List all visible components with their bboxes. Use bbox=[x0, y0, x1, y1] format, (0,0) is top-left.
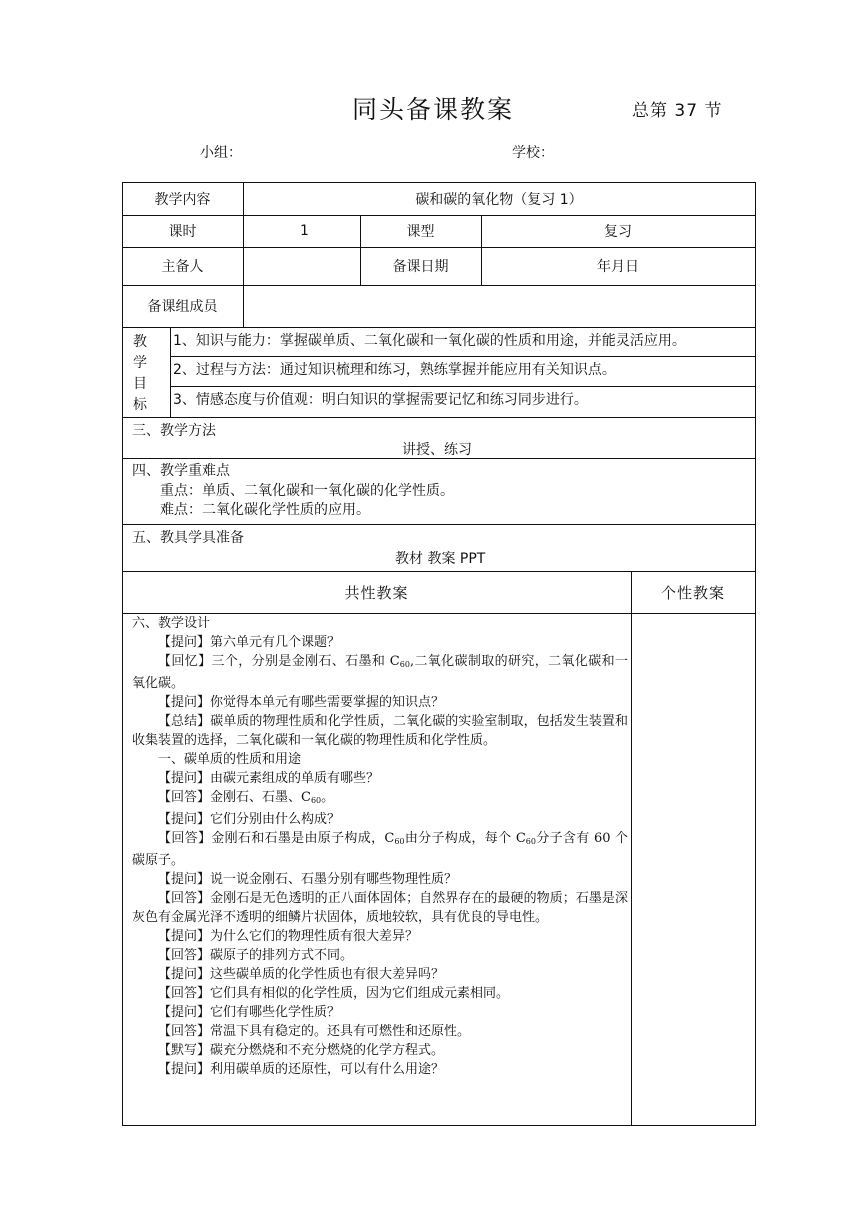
objective-knowledge: 1、知识与能力：掌握碳单质、二氧化碳和一氧化碳的性质和用途，并能灵活应用。 bbox=[173, 333, 686, 349]
column-divider bbox=[631, 571, 632, 1125]
lesson-plan-table bbox=[122, 182, 756, 1126]
design-paragraph: 【回答】金刚石、石墨、$C_{60}$。 bbox=[158, 790, 335, 805]
objectives-label: 教 学 目 标 bbox=[133, 334, 147, 413]
design-paragraph: 【回答】碳原子的排列方式不同。 bbox=[158, 948, 354, 963]
design-paragraph: 【回忆】三个，分别是金刚石、石墨和 $C_{60}$,二氧化碳制取的研究，二氧化碳和一氧化碳。 bbox=[132, 654, 628, 691]
difficult-point: 难点：二氧化碳化学性质的应用。 bbox=[160, 502, 370, 518]
content-value: 碳和碳的氧化物（复习 1） bbox=[415, 191, 583, 208]
individual-plan-heading: 个性教案 bbox=[660, 583, 725, 602]
design-paragraph: 【回答】金刚石是无色透明的正八面体固体；自然界存在的最硬的物质；石墨是深灰色有金属光泽不透明的细鳞片状固体，质地较软，具有优良的导电性。 bbox=[132, 891, 628, 925]
design-paragraph: 【提问】这些碳单质的化学性质也有很大差异吗？ bbox=[158, 967, 445, 982]
row-divider bbox=[170, 356, 756, 357]
type-value: 复习 bbox=[604, 224, 632, 240]
design-paragraph: 【提问】你觉得本单元有哪些需要掌握的知识点？ bbox=[158, 695, 445, 710]
design-heading: 六、教学设计 bbox=[132, 616, 211, 631]
document-title: 同头备课教案 bbox=[352, 95, 515, 124]
methods-heading: 三、教学方法 bbox=[132, 423, 216, 439]
section-heading: 一、碳单质的性质和用途 bbox=[158, 752, 302, 767]
row-divider bbox=[122, 327, 756, 328]
table-border-bottom bbox=[122, 1125, 756, 1126]
design-paragraph: 【回答】它们具有相似的化学性质，因为它们组成元素相同。 bbox=[158, 986, 510, 1001]
design-paragraph: 【总结】碳单质的物理性质和化学性质，二氧化碳的实验室制取，包括发生装置和收集装置的选择，二氧化碳和一氧化碳的物理性质和化学性质。 bbox=[132, 714, 628, 748]
members-label: 备课组成员 bbox=[147, 299, 218, 315]
design-paragraph: 【默写】碳充分燃烧和不充分燃烧的化学方程式。 bbox=[158, 1043, 445, 1058]
design-paragraph: 【提问】它们分别由什么构成？ bbox=[158, 812, 341, 827]
hours-value: 1 bbox=[300, 223, 309, 239]
school-label: 学校： bbox=[512, 145, 554, 161]
common-plan-heading: 共性教案 bbox=[344, 583, 409, 602]
design-paragraph: 【提问】利用碳单质的还原性，可以有什么用途？ bbox=[158, 1062, 445, 1077]
column-divider bbox=[170, 327, 171, 417]
lesson-number: 总第 37 节 bbox=[632, 101, 723, 121]
table-border-right bbox=[755, 182, 756, 1126]
design-paragraph: 【提问】说一说金刚石、石墨分别有哪些物理性质？ bbox=[158, 872, 458, 887]
hours-label: 课时 bbox=[168, 224, 197, 240]
design-paragraph: 【提问】第六单元有几个课题？ bbox=[158, 635, 341, 650]
members-value bbox=[243, 285, 755, 327]
key-point: 重点：单质、二氧化碳和一氧化碳的化学性质。 bbox=[160, 483, 454, 499]
design-paragraph: 【提问】它们有哪些化学性质？ bbox=[158, 1005, 341, 1020]
content-label: 教学内容 bbox=[154, 191, 211, 208]
objective-attitude: 3、情感态度与价值观：明白知识的掌握需要记忆和练习同步进行。 bbox=[173, 392, 588, 408]
design-paragraph: 【回答】金刚石和石墨是由原子构成，$C_{60}$由分子构成，每个 $C_{60}$分子含有 60 个碳原子。 bbox=[132, 831, 628, 868]
objective-process: 2、过程与方法：通过知识梳理和练习，熟练掌握并能应用有关知识点。 bbox=[173, 362, 616, 378]
prep-date-label: 备课日期 bbox=[392, 259, 449, 275]
preparer-value bbox=[243, 247, 360, 285]
row-divider bbox=[122, 524, 756, 525]
design-paragraph: 【回答】常温下具有稳定的。还具有可燃性和还原性。 bbox=[158, 1024, 471, 1039]
methods-value: 讲授、练习 bbox=[402, 442, 472, 458]
tools-heading: 五、教具学具准备 bbox=[132, 530, 244, 546]
tools-value: 教材 教案 PPT bbox=[395, 551, 486, 567]
prep-date-value: 年月日 bbox=[597, 259, 639, 275]
preparer-label: 主备人 bbox=[161, 259, 204, 275]
keypoints-heading: 四、教学重难点 bbox=[132, 463, 230, 479]
teaching-design bbox=[132, 614, 628, 1079]
type-label: 课型 bbox=[406, 224, 435, 240]
design-paragraph: 【提问】由碳元素组成的单质有哪些？ bbox=[158, 771, 380, 786]
design-paragraph: 【提问】为什么它们的物理性质有很大差异？ bbox=[158, 929, 419, 944]
row-divider bbox=[170, 386, 756, 387]
group-label: 小组： bbox=[200, 145, 242, 161]
row-divider bbox=[122, 417, 756, 418]
